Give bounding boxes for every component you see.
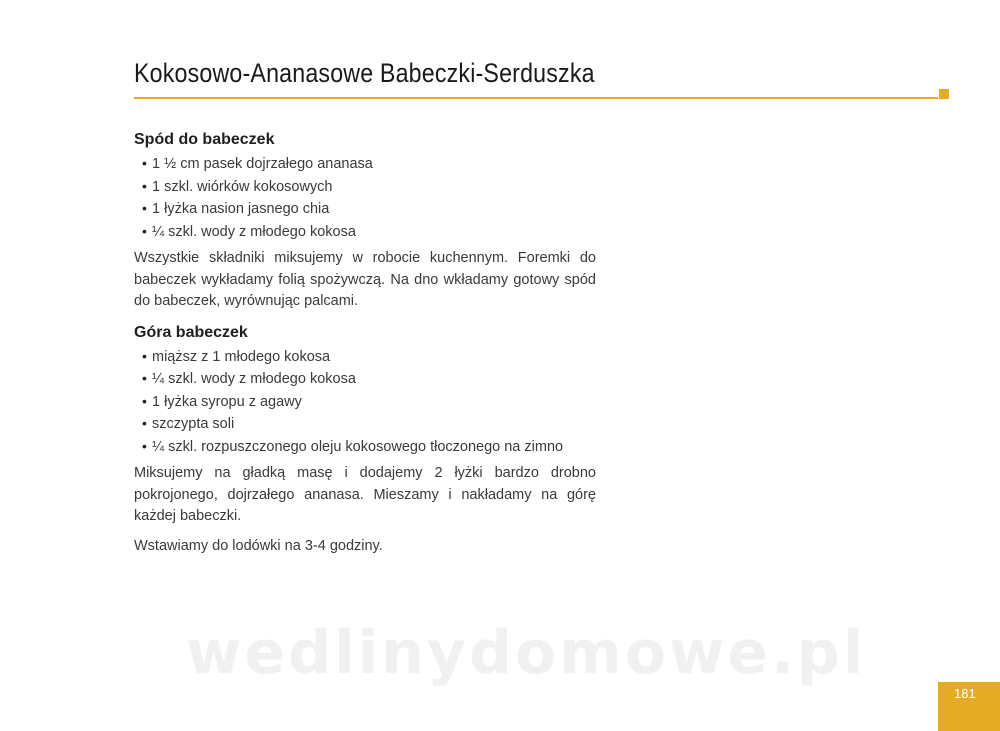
- section-heading-base: Spód do babeczek: [134, 131, 275, 148]
- page-number-box: [938, 682, 1000, 731]
- list-item: [134, 413, 596, 436]
- list-item: [134, 346, 596, 369]
- bullet-icon: •: [142, 347, 147, 364]
- page-number: 181: [954, 686, 976, 701]
- bullet-icon: •: [142, 392, 147, 409]
- list-item: [134, 198, 596, 221]
- list-item: [134, 153, 596, 176]
- bullet-icon: •: [142, 415, 147, 431]
- list-item: [134, 436, 596, 459]
- list-item-text: 1 ½ cm pasek dojrzałego ananasa: [152, 156, 373, 172]
- instructions-top: Miksujemy na gładką masę i dodajemy 2 łyżki bardzo drobno pokrojonego, dojrzałego ananasa. Mieszamy i nakładamy na górę każdej babeczki.: [134, 465, 596, 524]
- list-item-text: 1 łyżka syropu z agawy: [152, 393, 302, 410]
- instructions-chill: Wstawiamy do lodówki na 3-4 godziny.: [134, 537, 383, 554]
- bullet-icon: •: [142, 177, 147, 194]
- list-item-text: ¼ szkl. wody z młodego kokosa: [152, 223, 356, 240]
- ingredient-list-base: [134, 153, 596, 243]
- list-item: [134, 176, 596, 199]
- list-item-text: szczypta soli: [152, 416, 235, 432]
- bullet-icon: •: [142, 222, 147, 239]
- watermark: wedlinydomowe.pl: [186, 618, 867, 688]
- list-item-text: ¼ szkl. rozpuszczonego oleju kokosowego tłoczonego na zimno: [152, 438, 564, 455]
- list-item: [134, 391, 596, 414]
- ingredient-list-top: [134, 346, 596, 459]
- recipe-content: [134, 128, 596, 565]
- instructions-base: Wszystkie składniki miksujemy w robocie kuchennym. Foremki do babeczek wykładamy folią spożywczą. Na dno wkładamy gotowy spód do babeczek, wyrównując palcami.: [134, 250, 596, 309]
- bullet-icon: •: [142, 155, 147, 171]
- bullet-icon: •: [142, 200, 147, 216]
- list-item-text: ¼ szkl. wody z młodego kokosa: [152, 371, 356, 387]
- list-item-text: 1 łyżka nasion jasnego chia: [152, 201, 330, 217]
- bullet-icon: •: [142, 370, 147, 386]
- bullet-icon: •: [142, 437, 147, 454]
- list-item: [134, 368, 596, 391]
- page-title: Kokosowo-Ananasowe Babeczki-Serduszka: [134, 58, 595, 88]
- list-item: [134, 221, 596, 244]
- title-underline: [134, 97, 938, 99]
- list-item-text: miąższ z 1 młodego kokosa: [152, 348, 331, 365]
- list-item-text: 1 szkl. wiórków kokosowych: [152, 178, 333, 195]
- section-heading-top: Góra babeczek: [134, 323, 248, 341]
- title-underline-square: [939, 89, 949, 99]
